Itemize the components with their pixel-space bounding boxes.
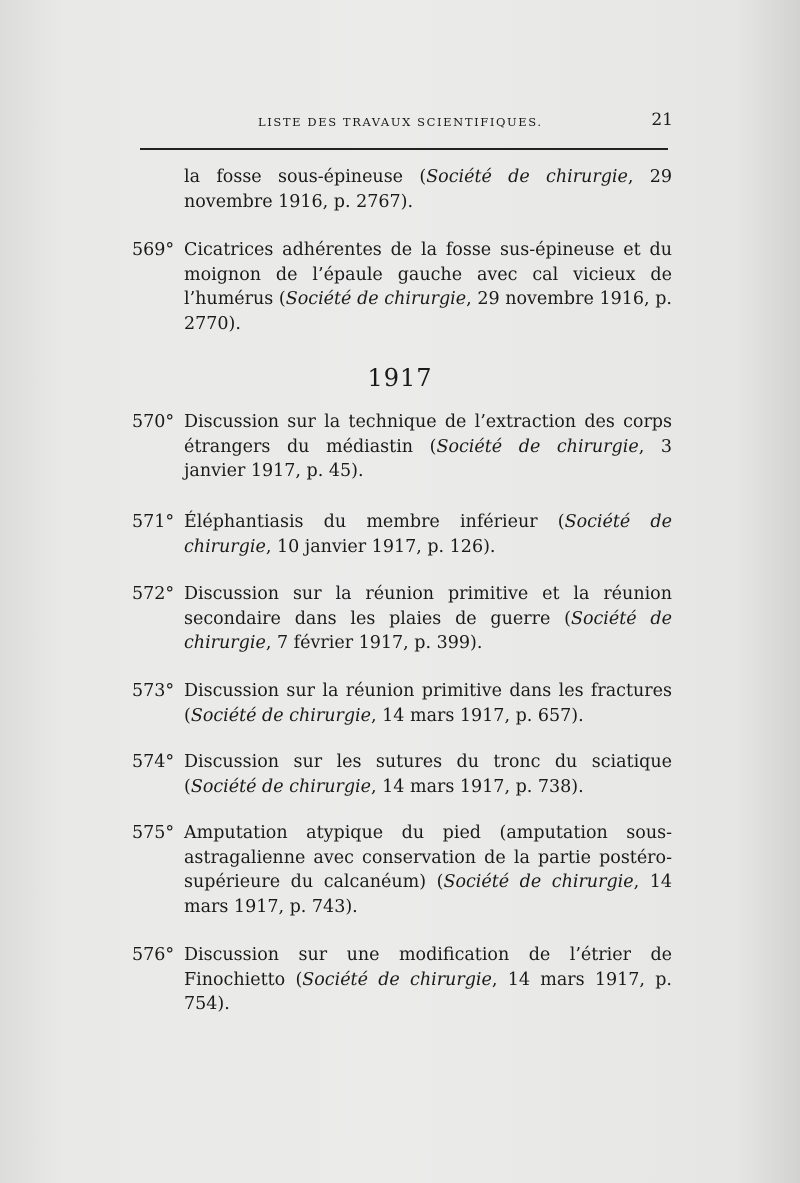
entry-text-end: , 14 mars 1917, p. 657).	[371, 705, 584, 726]
entry-venue: Société de chirurgie	[302, 969, 492, 990]
bibliography-entry	[132, 943, 672, 1017]
running-header	[258, 110, 673, 133]
entry-text: Cicatrices adhérentes de la fosse sus-épineuse et du moignon de l’épaule gauche avec cal vicieux de l’humérus (	[184, 240, 672, 309]
entry-venue: Société de chirurgie	[190, 705, 372, 726]
entry-text: la fosse sous-épineuse (	[184, 167, 427, 187]
entry-number: 572°	[132, 584, 175, 604]
entry-venue: Société de chirurgie	[285, 289, 467, 309]
bibliography-entry	[132, 679, 672, 728]
entry-text-end: , 14 mars 1917, p. 743).	[184, 872, 672, 917]
entry-text-end: , 10 janvier 1917, p. 126).	[265, 536, 496, 557]
entry-venue: Société de chirurgie	[184, 512, 672, 557]
entry-number: 574°	[132, 752, 175, 772]
entry-text-end: , 29 novembre 1916, p. 2770).	[184, 289, 672, 334]
bibliography-entry	[132, 510, 672, 559]
entry-text: Discussion sur la réunion primitive dans les fractures (	[184, 681, 672, 726]
bibliography-entry	[132, 582, 672, 656]
header-title: LISTE DES TRAVAUX SCIENTIFIQUES.	[258, 115, 543, 129]
entry-number: 570°	[132, 412, 175, 432]
continuation-entry	[132, 165, 672, 214]
entry-venue: Société de chirurgie	[190, 776, 372, 797]
bibliography-entry	[132, 750, 672, 799]
entry-text: Discussion sur la réunion primitive et la réunion secondaire dans les plaies de guerre (	[184, 584, 672, 629]
entry-text: Discussion sur les sutures du tronc du sciatique (	[184, 752, 672, 797]
bibliography-entry	[132, 238, 672, 336]
entry-text: Amputation atypique du pied (amputation sous-astragalienne avec conservation de la partie postéro-supérieure du calcanéum) (	[184, 823, 672, 892]
entry-text-end: , 3 janvier 1917, p. 45).	[184, 436, 672, 481]
entry-venue: Société de chirurgie	[436, 436, 639, 457]
entry-venue: Société de chirurgie	[184, 608, 672, 653]
bibliography-entry	[132, 821, 672, 919]
entry-number: 576°	[132, 945, 175, 965]
entry-number: 571°	[132, 512, 175, 532]
header-rule	[140, 148, 668, 150]
entry-text: Éléphantiasis du membre inférieur (	[184, 512, 565, 532]
entry-text-end: , 29 novembre 1916, p. 2767).	[184, 167, 672, 212]
entry-text-end: , 14 mars 1917, p. 738).	[371, 776, 584, 797]
entry-venue: Société de chirurgie	[426, 167, 628, 187]
page-number: 21	[651, 110, 673, 130]
entry-number: 575°	[132, 823, 175, 843]
entry-text-end: , 7 février 1917, p. 399).	[265, 633, 483, 653]
entry-text: Discussion sur la technique de l’extraction des corps étrangers du médiastin (	[184, 412, 672, 457]
bibliography-entry	[132, 410, 672, 484]
entry-text: Discussion sur une modification de l’étrier de Finochietto (	[184, 945, 672, 990]
year-heading: 1917	[367, 364, 433, 392]
entry-number: 573°	[132, 681, 175, 701]
entry-number: 569°	[132, 240, 175, 260]
entry-venue: Société de chirurgie	[443, 872, 634, 892]
entry-text-end: , 14 mars 1917, p. 754).	[184, 969, 672, 1014]
